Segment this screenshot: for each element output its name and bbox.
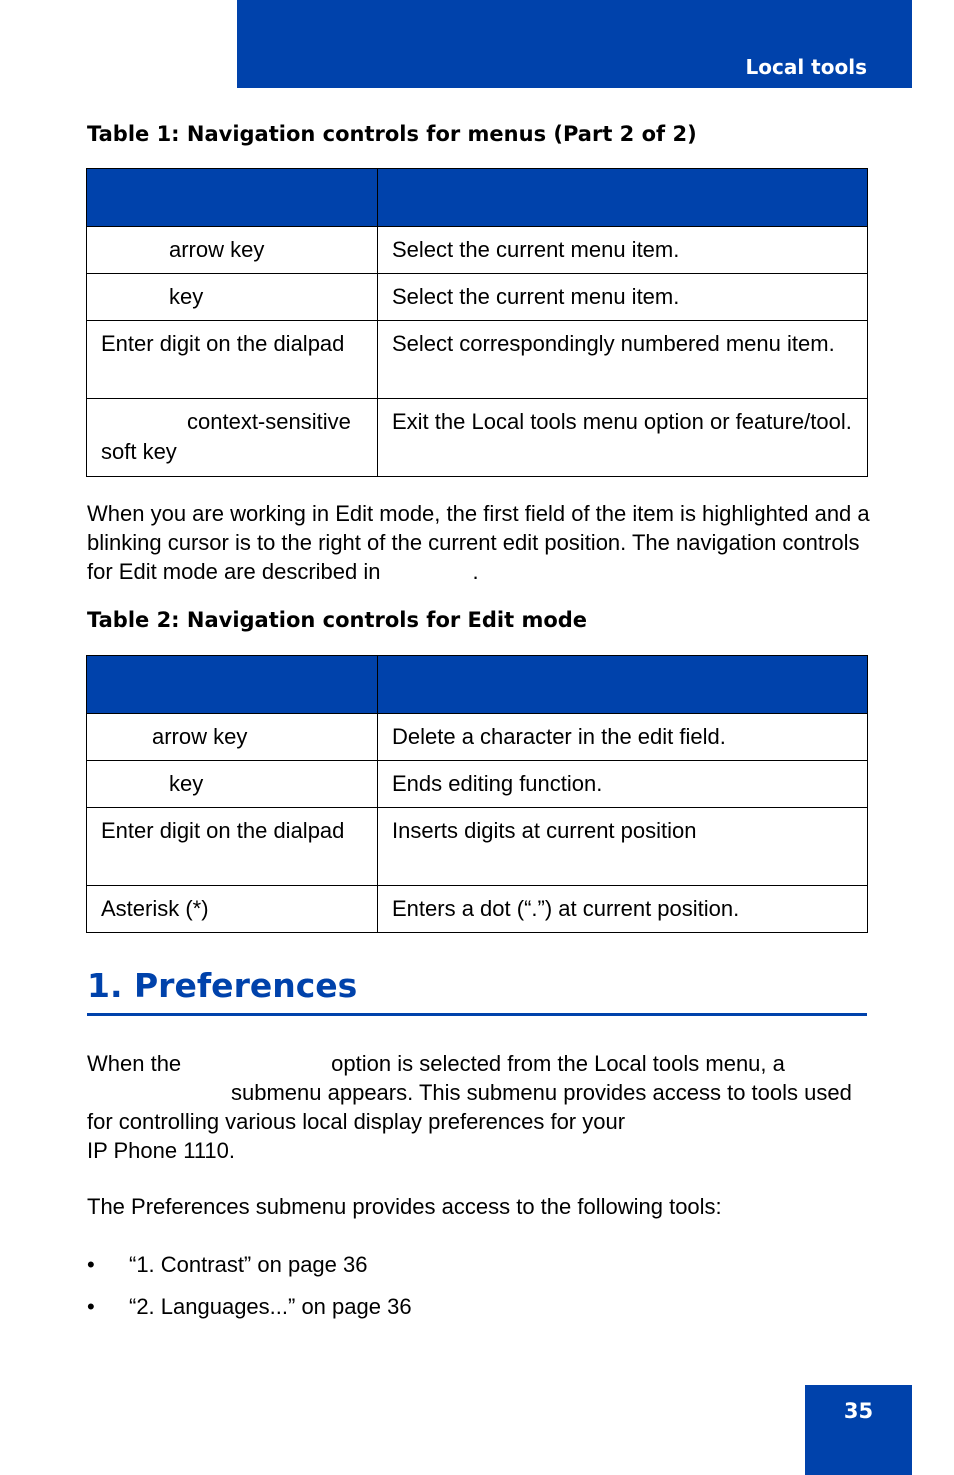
list-item [87, 1292, 412, 1322]
table1-key-cell: key [87, 274, 378, 321]
table2-action-cell: Inserts digits at current position [378, 808, 868, 886]
preferences-intro-part1: When the [87, 1051, 182, 1076]
table2-key-cell: Asterisk (*) [87, 886, 378, 933]
section-heading-preferences: 1. Preferences [87, 966, 358, 1005]
table1-action-cell: Select the current menu item. [378, 227, 868, 274]
preferences-submenu-paragraph: The Preferences submenu provides access to the following tools: [87, 1194, 722, 1219]
table-row [87, 399, 868, 477]
table-row [87, 227, 868, 274]
table-row [87, 761, 868, 808]
list-item-link[interactable]: “1. Contrast” on page 36 [129, 1252, 368, 1277]
bullet-icon: • [87, 1252, 95, 1277]
table1-action-cell: Select the current menu item. [378, 274, 868, 321]
table2-key-cell: key [87, 761, 378, 808]
page-number: 35 [843, 1399, 874, 1423]
table-row [87, 321, 868, 399]
table1-key-cell: context-sensitive soft key [87, 399, 378, 477]
list-item-link[interactable]: “2. Languages...” on page 36 [129, 1294, 412, 1319]
table2-header-row [87, 656, 868, 714]
edit-mode-text: When you are working in Edit mode, the first field of the item is highlighted and a blinking cursor is to the right of the current edit position. The navigation controls for Edit mode are described in [87, 501, 870, 584]
edit-mode-end: . [472, 559, 479, 584]
heading-underline [87, 1013, 867, 1016]
table1-action-cell: Select correspondingly numbered menu item. [378, 321, 868, 399]
table1-header-cell-action [378, 169, 868, 227]
table1-key-cell: Enter digit on the dialpad [87, 321, 378, 399]
table-row [87, 274, 868, 321]
table-row [87, 714, 868, 761]
table1-caption: Table 1: Navigation controls for menus (Part 2 of 2) [87, 122, 697, 146]
table1-action-cell: Exit the Local tools menu option or feature/tool. [378, 399, 868, 477]
table1-navigation-controls-menus [86, 168, 868, 477]
preferences-intro-paragraph [87, 1049, 877, 1165]
preferences-intro-part3: submenu appears. This submenu provides access to tools used for controlling various local display preferences for your [87, 1080, 852, 1134]
preferences-intro-part4: IP Phone 1110. [87, 1138, 236, 1163]
preferences-tools-list [87, 1250, 412, 1334]
table2-action-cell: Delete a character in the edit field. [378, 714, 868, 761]
table2-header-cell-action [378, 656, 868, 714]
table-row [87, 886, 868, 933]
table2-header-cell-key [87, 656, 378, 714]
table2-action-cell: Enters a dot (“.”) at current position. [378, 886, 868, 933]
table-row [87, 808, 868, 886]
page-number-box [805, 1385, 912, 1475]
table2-key-cell: arrow key [87, 714, 378, 761]
table2-action-cell: Ends editing function. [378, 761, 868, 808]
table1-header-cell-key [87, 169, 378, 227]
table1-key-cell: arrow key [87, 227, 378, 274]
table2-caption: Table 2: Navigation controls for Edit mode [87, 608, 588, 632]
table2-key-cell: Enter digit on the dialpad [87, 808, 378, 886]
list-item [87, 1250, 412, 1280]
header-bar [237, 0, 912, 88]
preferences-intro-part2: option is selected from the Local tools menu, a [331, 1051, 785, 1076]
edit-mode-paragraph [87, 499, 877, 586]
header-section-title: Local tools [745, 55, 867, 79]
bullet-icon: • [87, 1294, 95, 1319]
table1-header-row [87, 169, 868, 227]
table2-navigation-controls-edit [86, 655, 868, 933]
